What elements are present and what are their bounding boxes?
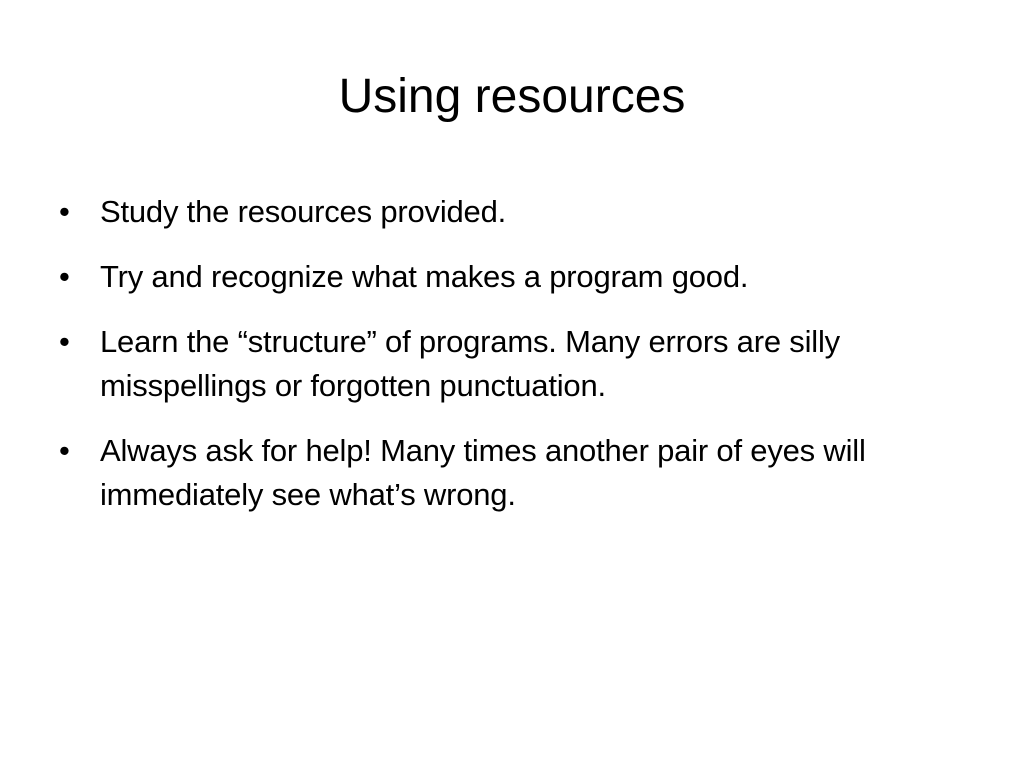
bullet-dot-icon: • xyxy=(59,259,70,294)
slide-title: Using resources xyxy=(338,70,686,123)
bullet-list xyxy=(59,190,959,538)
bullet-item-study xyxy=(59,190,959,234)
bullet-dot-icon: • xyxy=(59,433,70,468)
bullet-text: Try and recognize what makes a program good. xyxy=(100,259,749,294)
bullet-text: Study the resources provided. xyxy=(100,194,507,229)
bullet-item-structure xyxy=(59,320,959,408)
bullet-text: Always ask for help! Many times another pair of eyes will immediately see what’s wrong. xyxy=(100,433,866,512)
bullet-text: Learn the “structure” of programs. Many errors are silly misspellings or forgotten punctuation. xyxy=(100,324,840,403)
bullet-dot-icon: • xyxy=(59,194,70,229)
bullet-item-recognize xyxy=(59,255,959,299)
bullet-item-help xyxy=(59,429,959,517)
bullet-dot-icon: • xyxy=(59,324,70,359)
